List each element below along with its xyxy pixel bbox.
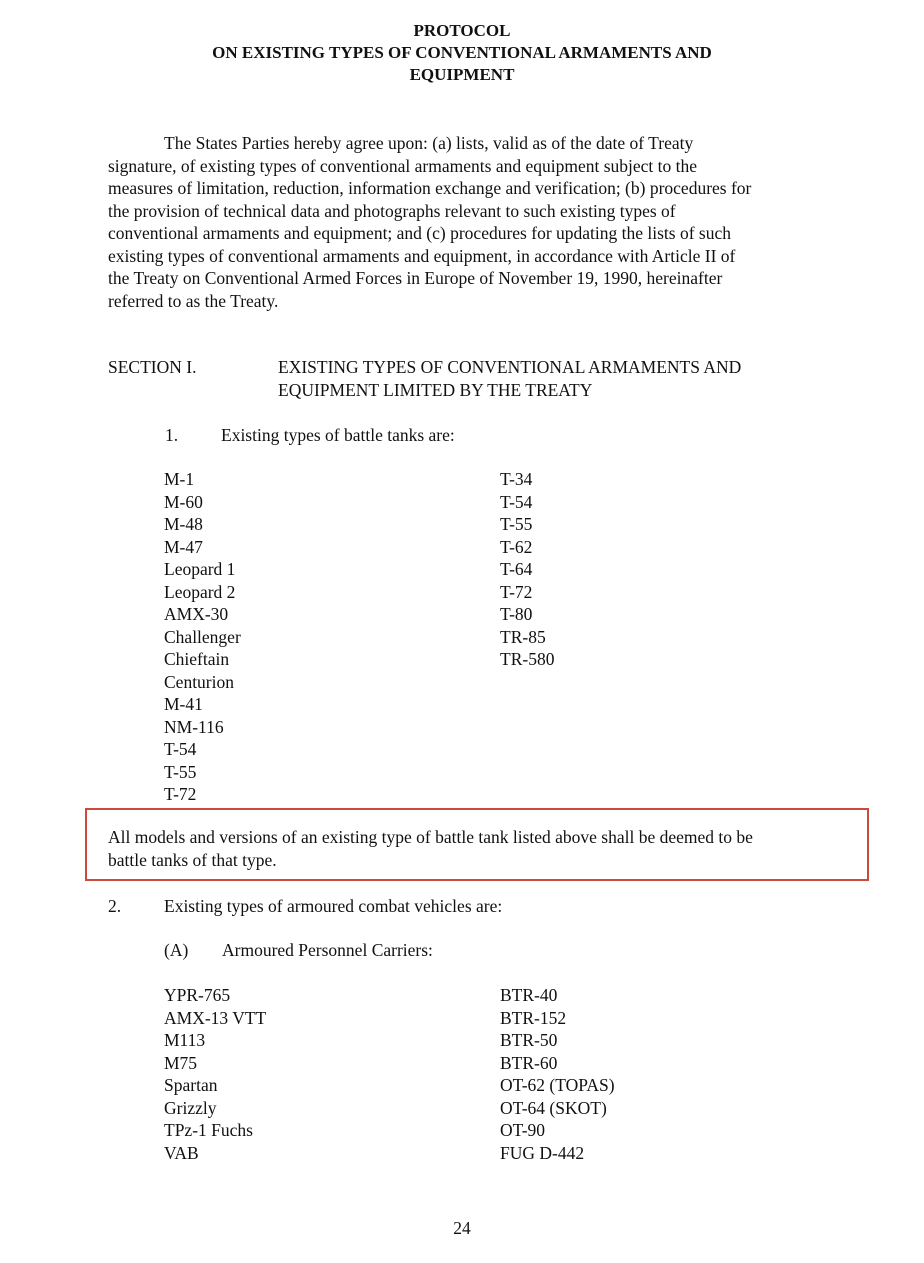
intro-line: existing types of conventional armaments and equipment, in accordance with Article II of	[108, 245, 736, 266]
apc-left-list	[164, 984, 266, 1164]
item-2-number: 2.	[108, 896, 122, 916]
item-1-number: 1.	[165, 425, 179, 445]
list-item: M113	[164, 1030, 206, 1050]
intro-line: referred to as the Treaty.	[108, 290, 279, 311]
list-item: BTR-50	[500, 1030, 558, 1050]
section-title	[278, 356, 741, 401]
intro-line: the provision of technical data and photographs relevant to such existing types of	[108, 200, 676, 221]
list-item: TPz-1 Fuchs	[164, 1120, 253, 1140]
apc-right-list	[500, 984, 615, 1164]
list-item: OT-62 (TOPAS)	[500, 1075, 615, 1095]
list-item: T-55	[500, 514, 533, 534]
list-item: FUG D-442	[500, 1142, 585, 1163]
highlight-line-2: battle tanks of that type.	[108, 849, 277, 870]
intro-paragraph	[108, 132, 808, 312]
list-item: BTR-60	[500, 1052, 558, 1073]
list-item: AMX-13 VTT	[164, 1007, 267, 1028]
list-item: Leopard 1	[164, 559, 236, 579]
list-item: T-54	[164, 739, 197, 759]
intro-line: the Treaty on Conventional Armed Forces in Europe of November 19, 1990, hereinafter	[108, 268, 723, 288]
battle-tanks-left-list	[164, 468, 241, 806]
intro-line: signature, of existing types of conventional armaments and equipment subject to the	[108, 155, 698, 176]
protocol-title	[0, 20, 924, 86]
list-item: Challenger	[164, 626, 241, 647]
list-item: AMX-30	[164, 604, 229, 624]
item-1-text: Existing types of battle tanks are:	[221, 425, 455, 445]
title-line-3: EQUIPMENT	[409, 65, 515, 84]
list-item: Chieftain	[164, 649, 230, 669]
list-item: M-47	[164, 536, 203, 557]
list-item: T-80	[500, 604, 533, 624]
section-title-line-1: EXISTING TYPES OF CONVENTIONAL ARMAMENTS AND	[278, 357, 742, 377]
list-item: M-60	[164, 491, 203, 512]
intro-line: The States Parties hereby agree upon: (a) lists, valid as of the date of Treaty	[164, 133, 694, 153]
list-item: T-55	[164, 761, 197, 782]
list-item: BTR-152	[500, 1007, 567, 1028]
page-number: 24	[453, 1218, 471, 1238]
sub-item-a-label: (A)	[164, 940, 189, 960]
list-item: T-34	[500, 469, 533, 489]
list-item: Leopard 2	[164, 581, 236, 602]
list-item: YPR-765	[164, 985, 231, 1005]
list-item: T-62	[500, 536, 533, 557]
list-item: BTR-40	[500, 985, 558, 1005]
list-item: OT-64 (SKOT)	[500, 1097, 607, 1118]
list-item: T-72	[500, 581, 533, 602]
list-item: Grizzly	[164, 1097, 217, 1118]
title-line-2: ON EXISTING TYPES OF CONVENTIONAL ARMAMENTS AND	[212, 43, 712, 62]
list-item: TR-580	[500, 649, 555, 669]
list-item: VAB	[164, 1142, 199, 1163]
item-2-text: Existing types of armoured combat vehicles are:	[164, 896, 503, 916]
list-item: NM-116	[164, 716, 224, 737]
battle-tanks-right-list	[500, 468, 554, 671]
list-item: T-64	[500, 559, 533, 579]
list-item: M-41	[164, 694, 203, 714]
list-item: OT-90	[500, 1120, 546, 1140]
sub-item-a-text: Armoured Personnel Carriers:	[222, 940, 433, 960]
highlight-text	[108, 826, 753, 871]
intro-line: conventional armaments and equipment; and (c) procedures for updating the lists of such	[108, 223, 732, 243]
section-label: SECTION I.	[108, 357, 197, 377]
list-item: T-54	[500, 491, 533, 512]
intro-line: measures of limitation, reduction, information exchange and verification; (b) procedures for	[108, 178, 752, 198]
list-item: M-1	[164, 469, 195, 489]
section-title-line-2: EQUIPMENT LIMITED BY THE TREATY	[278, 379, 593, 400]
title-line-1: PROTOCOL	[413, 21, 511, 40]
list-item: Centurion	[164, 671, 234, 692]
list-item: M75	[164, 1052, 198, 1073]
list-item: Spartan	[164, 1075, 218, 1095]
list-item: M-48	[164, 514, 203, 534]
list-item: TR-85	[500, 626, 546, 647]
highlight-line-1: All models and versions of an existing type of battle tank listed above shall be deemed to be	[108, 827, 753, 847]
list-item: T-72	[164, 784, 197, 804]
